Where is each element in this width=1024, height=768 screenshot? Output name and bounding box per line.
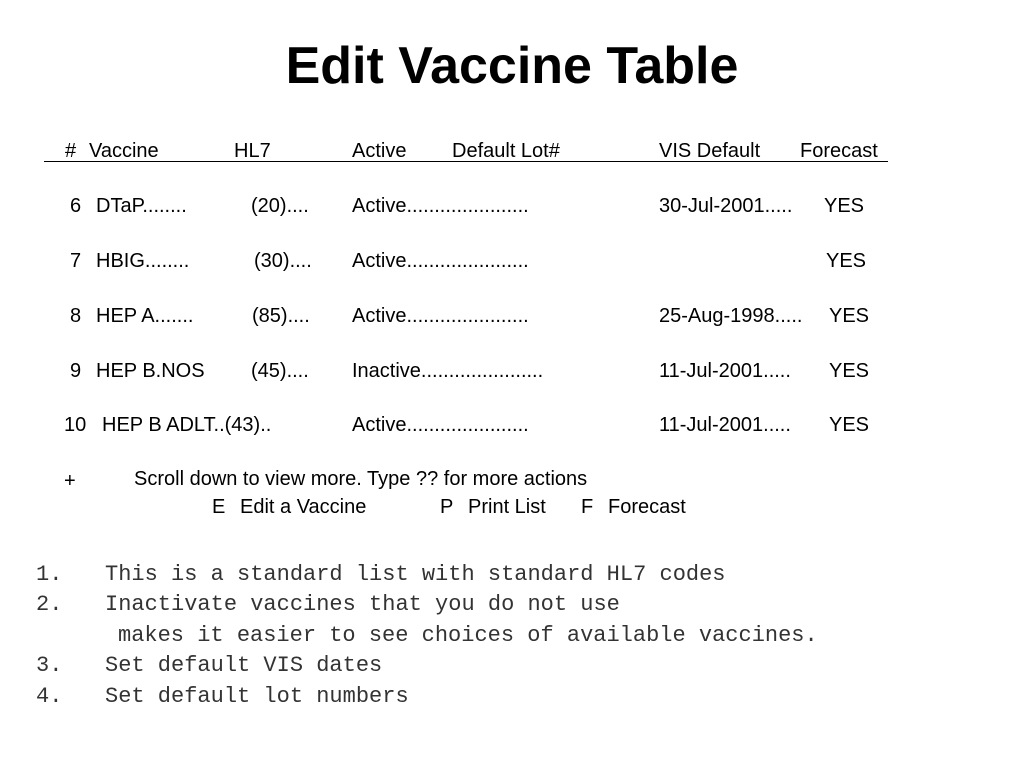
note-number: 3. [36, 653, 63, 678]
header-vaccine: Vaccine [89, 140, 159, 162]
row-active: Active...................... [352, 305, 529, 327]
action-key: E [212, 496, 226, 518]
header-num: # [65, 140, 77, 162]
row-active: Active...................... [352, 414, 529, 436]
row-hl7: (45).... [251, 360, 309, 382]
row-num: 6 [70, 195, 82, 217]
action-label: Forecast [608, 496, 686, 518]
row-active: Active...................... [352, 195, 529, 217]
row-vis-default: 11-Jul-2001..... [659, 414, 791, 436]
row-num: 10 [64, 414, 87, 436]
header-default-lot: Default Lot# [452, 140, 560, 162]
note-text: Set default lot numbers [105, 684, 409, 709]
scroll-hint: Scroll down to view more. Type ?? for more actions [134, 468, 588, 490]
row-vaccine: HBIG........ [96, 250, 190, 272]
row-forecast: YES [824, 195, 865, 217]
action-label: Print List [468, 496, 546, 518]
note-text: Inactivate vaccines that you do not use [105, 592, 620, 617]
row-forecast: YES [826, 250, 867, 272]
header-forecast: Forecast [800, 140, 878, 162]
row-vaccine: HEP B ADLT..(43).. [102, 414, 272, 436]
row-vis-default: 30-Jul-2001..... [659, 195, 793, 217]
row-active: Active...................... [352, 250, 529, 272]
row-hl7: (20).... [251, 195, 309, 217]
more-indicator: + [64, 470, 76, 492]
note-number: 1. [36, 562, 63, 587]
row-hl7: (30).... [254, 250, 312, 272]
action-key: F [581, 496, 594, 518]
header-vis-default: VIS Default [659, 140, 761, 162]
row-num: 7 [70, 250, 82, 272]
action-label: Edit a Vaccine [240, 496, 367, 518]
row-vis-default: 25-Aug-1998..... [659, 305, 803, 327]
row-num: 9 [70, 360, 82, 382]
note-text: This is a standard list with standard HL7 codes [105, 562, 726, 587]
note-number: 2. [36, 592, 63, 617]
action-key: P [440, 496, 454, 518]
note-text: makes it easier to see choices of available vaccines. [118, 623, 818, 648]
page-title: Edit Vaccine Table [285, 37, 739, 95]
row-active: Inactive...................... [352, 360, 544, 382]
row-num: 8 [70, 305, 82, 327]
note-number: 4. [36, 684, 63, 709]
row-vaccine: DTaP........ [96, 195, 187, 217]
row-hl7: (85).... [252, 305, 310, 327]
header-underline [44, 161, 888, 162]
row-forecast: YES [829, 414, 870, 436]
row-vaccine: HEP A....... [96, 305, 194, 327]
note-text: Set default VIS dates [105, 653, 383, 678]
row-vaccine: HEP B.NOS [96, 360, 205, 382]
header-hl7: HL7 [234, 140, 271, 162]
row-forecast: YES [829, 360, 870, 382]
header-active: Active [352, 140, 407, 162]
row-forecast: YES [829, 305, 870, 327]
row-vis-default: 11-Jul-2001..... [659, 360, 791, 382]
